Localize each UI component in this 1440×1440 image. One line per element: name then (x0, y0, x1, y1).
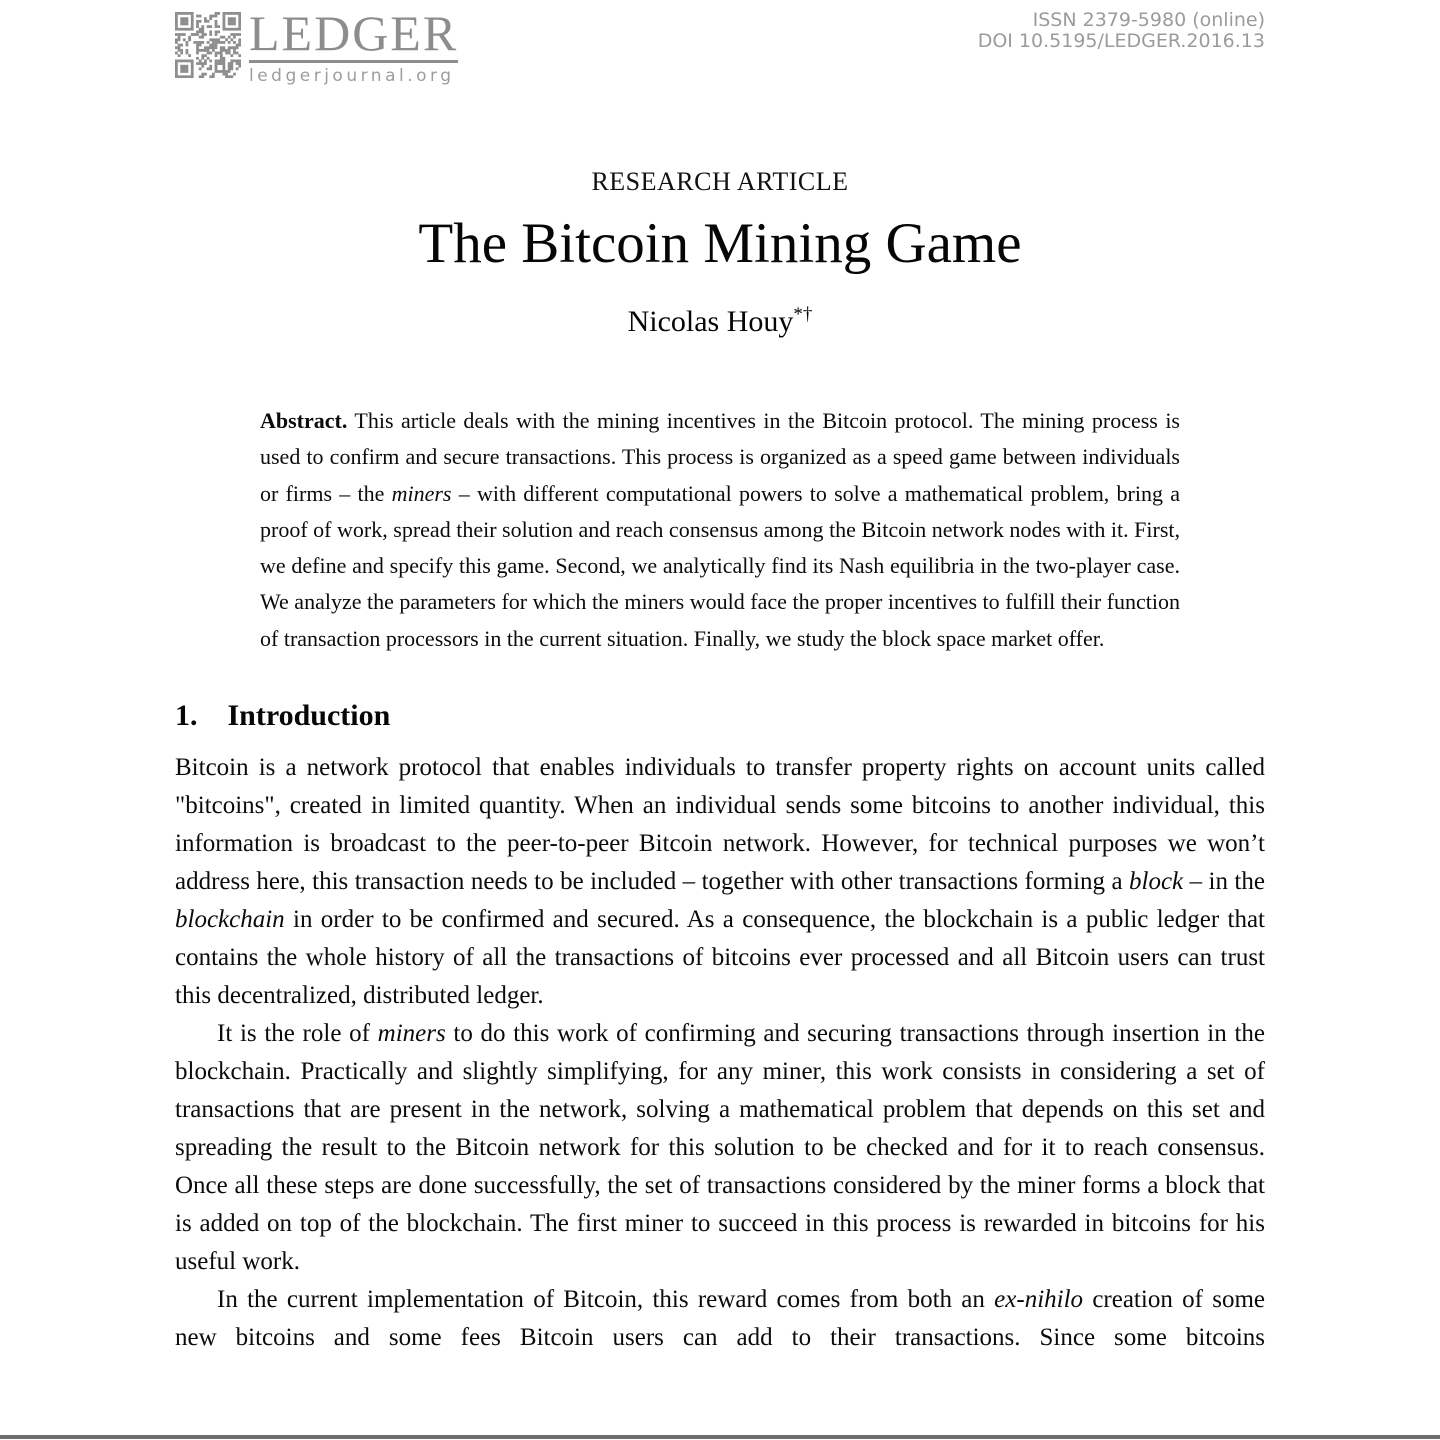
section-number: 1. (175, 699, 198, 733)
abstract-text: Abstract. This article deals with the mining incentives in the Bitcoin protocol. The mining process is used to confirm and secure transactions. This process is organized as a speed game between individuals or firms – the miners – with different computational powers to solve a mathematical problem, bring a proof of work, spread their solution and reach consensus among the Bitcoin network nodes with it. First, we define and specify this game. Second, we analytically find its Nash equilibria in the two-player case. We analyze the parameters for which the miners would face the proper incentives to fulfill their function of transaction processors in the current situation. Finally, we study the block space market offer. (260, 408, 1180, 651)
paragraph-1: Bitcoin is a network protocol that enables individuals to transfer property rights on account units called "bitcoins", created in limited quantity. When an individual sends some bitcoins to another individual, this information is broadcast to the peer-to-peer Bitcoin network. However, for technical purposes we won’t address here, this transaction needs to be included – together with other transactions forming a block – in the blockchain in order to be confirmed and secured. As a consequence, the blockchain is a public ledger that contains the whole history of all the transactions of bitcoins ever processed and all Bitcoin users can trust this decentralized, distributed ledger. (175, 754, 1265, 1010)
qr-code-icon (175, 12, 241, 78)
section-heading-introduction (175, 697, 1265, 735)
journal-name: LEDGER (249, 5, 459, 61)
journal-header (175, 0, 1265, 87)
page-title: The Bitcoin Mining Game (418, 212, 1022, 275)
paragraph-2: It is the role of miners to do this work of confirming and securing transactions through insertion in the blockchain. Practically and slightly simplifying, for any miner, this work consists in considering a set of transactions that are present in the network, solving a mathematical problem that depends on this set and spreading the result to the Bitcoin network for this solution to be checked and for it to reach consensus. Once all these steps are done successfully, the set of transactions considered by the miner forms a block that is added on top of the blockchain. The first miner to succeed in this process is rewarded in bitcoins for his useful work. (175, 1020, 1265, 1276)
article-type-label: RESEARCH ARTICLE (591, 167, 849, 196)
window-bottom-edge (0, 1435, 1440, 1439)
author-name: Nicolas Houy (627, 305, 794, 338)
journal-url: ledgerjournal.org (249, 66, 455, 86)
paragraph-3: In the current implementation of Bitcoin, this reward comes from both an ex-nihilo creation of some new bitcoins and some fees Bitcoin users can add to their transactions. Since some bitcoins (175, 1286, 1265, 1352)
author-line (175, 301, 1265, 343)
issn-doi-block (978, 8, 1265, 52)
section-title: Introduction (227, 699, 391, 733)
journal-logo (175, 5, 459, 87)
doi-line: DOI 10.5195/LEDGER.2016.13 (977, 30, 1265, 52)
journal-logo-text (249, 5, 459, 87)
author-footnote-marks: *† (793, 304, 813, 325)
issn-line: ISSN 2379-5980 (online) (1032, 9, 1265, 31)
